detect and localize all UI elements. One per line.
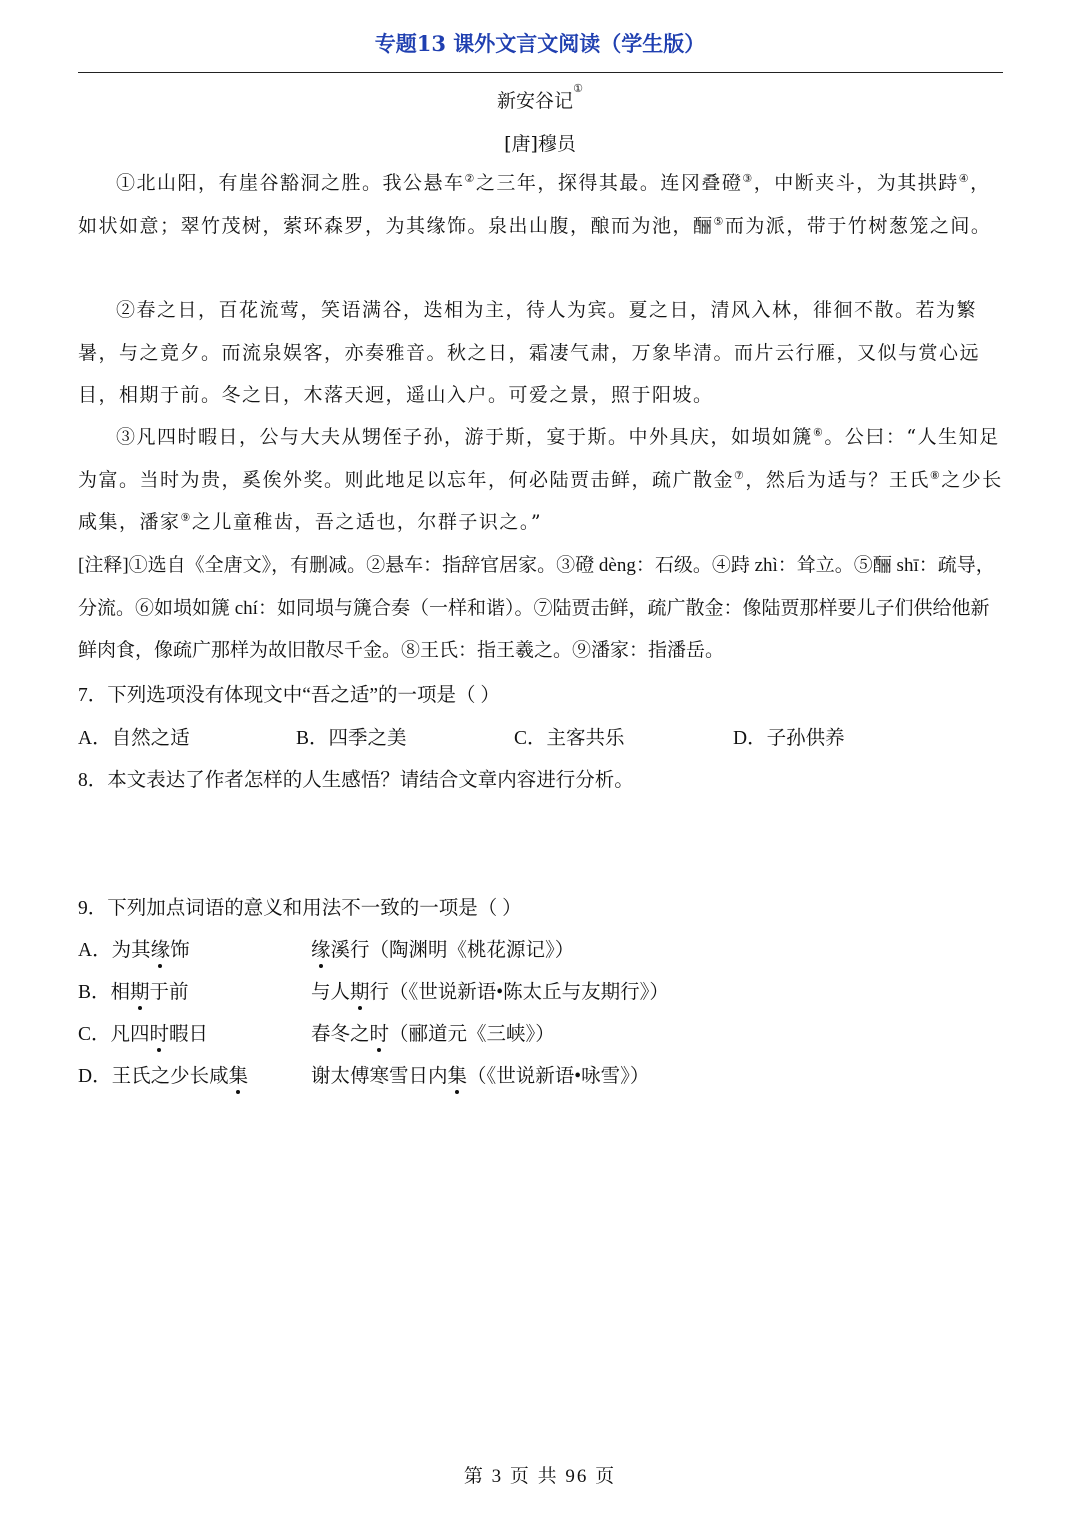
footnote-marker: ②: [464, 172, 476, 185]
question-9-option-d: D．王氏之少长咸集 谢太傅寒雪日内集（《世说新语•咏雪》）: [78, 1060, 1003, 1090]
passage-paragraph-1: ①北山阳，有崖谷豁洞之胜。我公悬车②之三年，探得其最。连冈叠磴③，中断夹斗，为其拱跱④，如状如意；翠竹茂树，萦环森罗，为其缘饰。泉出山腹，酿而为池，酾⑤而为派，带于竹树葱笼之间。: [78, 172, 992, 237]
emphasis-dotted-char: 期: [130, 976, 150, 1004]
question-7-option-d: D．子孙供养: [733, 728, 845, 749]
question-9-stem: 9．下列加点词语的意义和用法不一致的一项是（ ）: [78, 898, 522, 919]
annotations: [注释]①选自《全唐文》，有删减。②悬车：指辞官居家。③磴 dèng：石级。④跱 zhì：耸立。⑤酾 shī：疏导，分流。⑥如埙如篪 chí：如同埙与篪合奏（一样和谐）。⑦陆贾击鲜，疏广散金：像陆贾那样要儿子们供给他新鲜肉食，像疏广那样为故旧散尽千金。⑧王氏：指王羲之。⑨潘家：指潘岳。: [78, 555, 995, 661]
passage-title: [0, 82, 1080, 113]
passage-paragraph-2: ②春之日，百花流莺，笑语满谷，迭相为主，待人为宾。夏之日，清风入林，徘徊不散。若为繁暑，与之竟夕。而流泉娱客，亦奏雅音。秋之日，霜凄气肃，万象毕清。而片云行雁，又似与赏心远目，相期于前。冬之日，木落天迥，遥山入户。可爱之景，照于阳坡。: [78, 299, 981, 406]
question-7-option-c: C．主客共乐: [514, 728, 625, 749]
page-number: 第 3 页 共 96 页: [463, 1466, 617, 1487]
passage-paragraph-3: ③凡四时暇日，公与大夫从甥侄子孙，游于斯，宴于斯。中外具庆，如埙如篪⑥。公曰：“人生知足为富。当时为贵，奚俟外奖。则此地足以忘年，何必陆贾击鲜，疏广散金⑦，然后为适与？王氏⑧之少长咸集，潘家⑨之儿童稚齿，吾之适也，尔群子识之。”: [78, 426, 1003, 533]
emphasis-dotted-char: 缘: [311, 934, 331, 962]
emphasis-dotted-char: 集: [448, 1060, 468, 1088]
emphasis-dotted-char: 集: [229, 1060, 249, 1088]
footnote-marker: ⑤: [713, 214, 725, 228]
question-7-stem: 7．下列选项没有体现文中“吾之适”的一项是（ ）: [78, 685, 500, 706]
emphasis-dotted-char: 缘: [151, 934, 171, 962]
footnote-marker: ⑨: [180, 511, 192, 524]
passage-title-text: 新安谷记: [497, 90, 574, 112]
question-9-option-a: A．为其缘饰 缘溪行（陶渊明《桃花源记》）: [78, 934, 1003, 964]
question-7-option-a: A．自然之适: [78, 728, 190, 749]
footnote-marker: ③: [742, 172, 754, 185]
question-8-stem: 8．本文表达了作者怎样的人生感悟？请结合文章内容进行分析。: [78, 770, 634, 791]
question-7-option-b: B．四季之美: [296, 728, 407, 749]
page-header-title: 专题13 课外文言文阅读（学生版）: [374, 31, 706, 56]
footnote-marker: ⑧: [929, 468, 942, 482]
passage-author: [唐]穆员: [504, 133, 576, 155]
emphasis-dotted-char: 时: [150, 1018, 170, 1046]
question-9-option-c: C．凡四时暇日 春冬之时（郦道元《三峡》）: [78, 1018, 1003, 1048]
emphasis-dotted-char: 时: [370, 1018, 390, 1046]
footnote-marker: ④: [958, 172, 971, 185]
question-9-option-b: B．相期于前 与人期行（《世说新语•陈太丘与友期行》）: [78, 976, 1003, 1006]
footnote-marker: ⑥: [813, 426, 825, 439]
footnote-marker: ⑦: [734, 468, 746, 482]
emphasis-dotted-char: 期: [350, 976, 370, 1004]
header-divider: [78, 72, 1003, 73]
footnote-marker: ①: [573, 82, 583, 95]
